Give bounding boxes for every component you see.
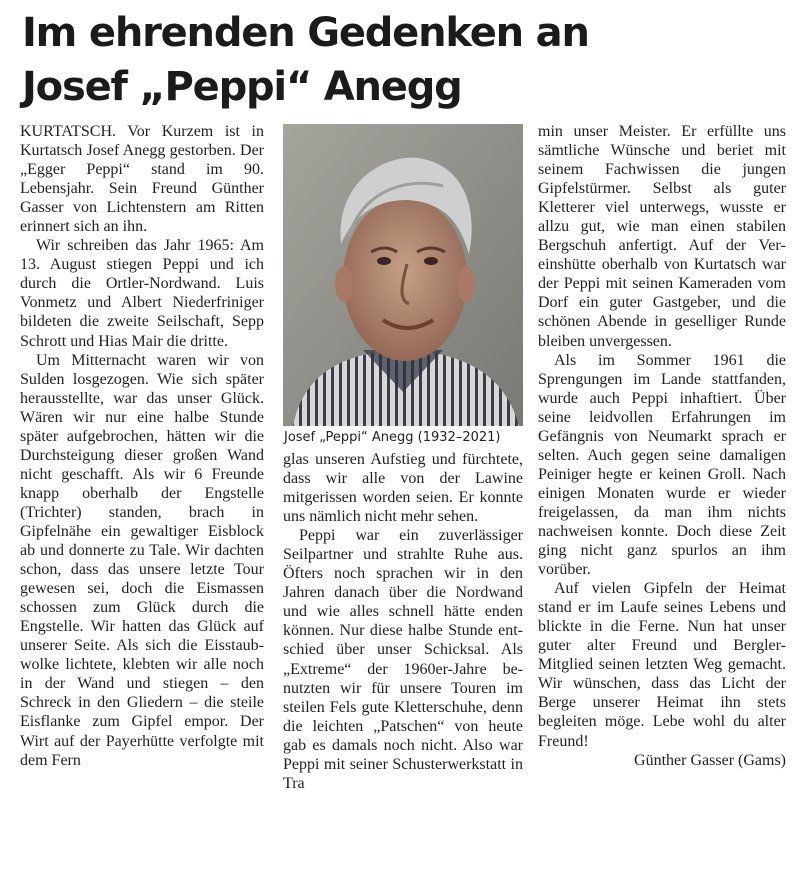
paragraph-1965: Wir schreiben das Jahr 1965: Am 13. August stiegen Peppi und ich durch die Ortler-Nordwand. Luis Vonmetz und Albert Niederfriniger bildeten die zweite Seilschaft, Sepp Schrott und Hias Mair die dritte. <box>20 237 264 350</box>
article-column-3 <box>538 122 786 770</box>
headline <box>22 6 782 114</box>
photo-caption: Josef „Peppi“ Anegg (1932–2021) <box>284 430 501 445</box>
headline-line-2: Josef „Peppi“ Anegg <box>22 64 462 110</box>
article-column-2 <box>283 450 523 793</box>
paragraph-intro: KURTATSCH. Vor Kurzem ist in Kurtatsch Josef Anegg gestorben. Der „Egger Peppi“ stand im 90. Lebensjahr. Sein Freund Günther Gasser von Lichtenstern am Ritten erinnert sich an ihn. <box>20 123 264 236</box>
paragraph-1961: Als im Sommer 1961 die Sprengungen im Lande stattfanden, wurde auch Peppi inhaftiert. Über seine leidvollen Erfahrungen im Gefängnis von Neumarkt sprach er selten. Auch gegen seine damaligen Peiniger hegte er keinen Groll. Nach einigen Monaten wurde er wieder freigelassen, da man ihm nichts nachweisen konnte. Doch diese Zeit ging nicht ganz spurlos an ihm vorüber. <box>538 351 786 579</box>
paragraph-continued: glas unseren Aufstieg und fürchtete, dass wir alle von der Lawine mitgerissen worden seien. Er konnte uns nämlich nicht mehr sehen. <box>283 451 523 526</box>
portrait-illustration <box>283 124 523 426</box>
paragraph-farewell: Auf vielen Gipfeln der Heimat stand er im Laufe seines Lebens und blickte in die Ferne. Nun hat unser guter alter Freund und Bergler-Mitglied seinen letzten Weg gemacht. Wir wünschen, dass das Licht der Berge unserer Heimat ihn stets begleiten möge. Lebe wohl du alter Freund! <box>538 580 786 750</box>
paragraph-peppi: Peppi war ein zuverlässiger Seilpartner und strahlte Ruhe aus. Öfters noch sprachen wir in den Jahren danach über die Nordwand und wie alles schnell hätte enden können. Nur diese halbe Stunde entschied über unser Schicksal. Als „Extreme“ der 1960er-Jahre benutzten wir für unsere Touren im steilen Fels gute Kletterschuhe, denn die leichten „Patschen“ von heute gab es damals noch nicht. Also war Peppi mit seiner Schusterwerkstatt in Tra <box>283 527 523 792</box>
paragraph-master: min unser Meister. Er erfüllte uns sämtliche Wünsche und beriet mit seinem Fachwissen die jungen Gipfelstürmer. Selbst als guter Kletterer viel unterwegs, wusste er allzu gut, wie man einen stabilen Bergschuh anfertigt. Auf der Vereinshütte oberhalb von Kurtatsch war der Peppi mit seinen Kameraden vom Dorf ein guter Gastgeber, und die schönen Abende in geselliger Runde bleiben unvergessen. <box>538 123 786 350</box>
portrait-photo <box>283 124 523 426</box>
article-column-1 <box>20 122 264 770</box>
author-signature: Günther Gasser (Gams) <box>634 751 786 769</box>
paragraph-midnight: Um Mitternacht waren wir von Sulden losgezogen. Wie sich später herausstellte, war das unser Glück. Wären wir nur eine halbe Stunde später aufgebrochen, hätten wir die Durchsteigung dieser großen Wand nicht geschafft. Als wir 6 Freunde knapp oberhalb der Engstelle (Trichter) standen, brach in Gipfelnähe ein gewaltiger Eisblock ab und donnerte zu Tale. Wir dachten schon, dass das unsere letzte Tour gewesen sei, doch die Eismassen schossen zum Glück durch die Engstelle. Wir hatten das Glück auf unserer Seite. Als sich die Eisstaubwolke lichtete, klebten wir alle noch in der Wand und stiegen – den Schreck in den Gliedern – die steile Eisflanke zum Gipfel empor. Der Wirt auf der Payerhütte verfolgte mit dem Fern <box>20 351 264 769</box>
headline-line-1: Im ehrenden Gedenken an <box>22 10 589 56</box>
